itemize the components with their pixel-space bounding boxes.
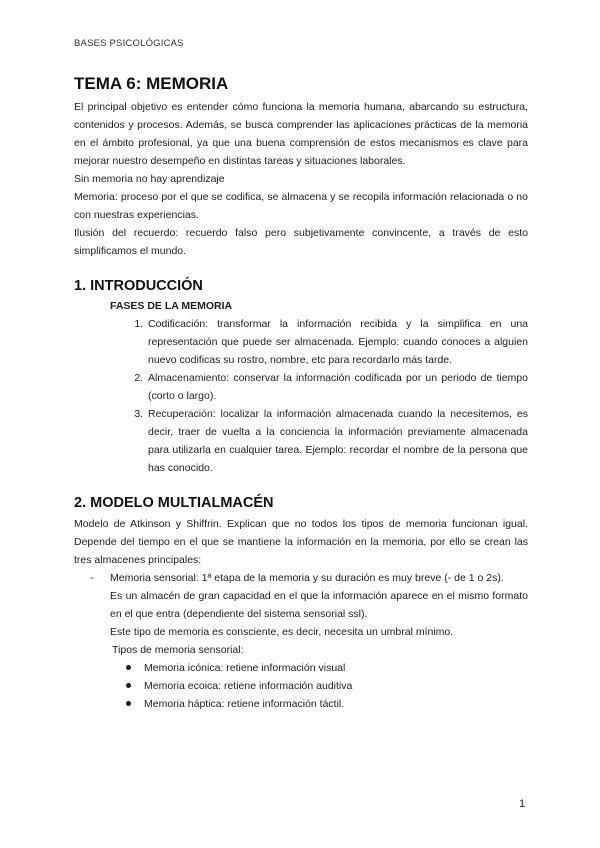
memory-definition: Memoria: proceso por el que se codifica, se almacena y se recopila información relacionada o no con nuestras experiencias. bbox=[74, 191, 528, 221]
illusion-definition: Ilusión del recuerdo: recuerdo falso pero subjetivamente convincente, a través de esto simplificamos el mundo. bbox=[74, 227, 528, 257]
list-item bbox=[144, 677, 528, 695]
bullet-icon bbox=[126, 683, 131, 688]
sensory-intro: Memoria sensorial: 1ª etapa de la memoria y su duración es muy breve (- de 1 o 2s). bbox=[110, 572, 504, 584]
bullet-icon bbox=[126, 665, 131, 670]
no-memory-line: Sin memoria no hay aprendizaje bbox=[74, 173, 225, 185]
sensory-type-iconica: Memoria icónica: retiene información visual bbox=[144, 662, 346, 674]
sensory-detail: Es un almacén de gran capacidad en el que la información aparece en el mismo formato en el que entra (dependiente del sistema sensorial ssl). bbox=[110, 590, 528, 620]
running-header: BASES PSICOLÓGICAS bbox=[74, 38, 184, 49]
page-number: 1 bbox=[519, 798, 526, 810]
sensory-type-ecoica: Memoria ecoica: retiene información auditiva bbox=[144, 680, 353, 692]
sensory-conscious: Este tipo de memoria es consciente, es decir, necesita un umbral mínimo. bbox=[110, 626, 454, 638]
subheading-fases: FASES DE LA MEMORIA bbox=[110, 300, 233, 312]
bullet-icon bbox=[126, 701, 131, 706]
multialmacen-paragraph: Modelo de Atkinson y Shiffrin. Explican que no todos los tipos de memoria funcionan igual. Depende del tiempo en el que se mantiene la información en la memoria, por ello se crean las tres almacenes principales: bbox=[74, 518, 528, 566]
phase-item: 2. Almacenamiento: conservar la información codificada por un periodo de tiempo (corto o largo). bbox=[146, 369, 528, 405]
section-heading-multialmacen: 2. MODELO MULTIALMACÉN bbox=[74, 495, 274, 511]
phase-item: 3. Recuperación: localizar la información almacenada cuando la necesitemos, es decir, traer de vuelta a la conciencia la información previamente almacenada para utilizarla en cualquier tarea. Ejemplo: recordar el nombre de la persona que has conocido. bbox=[146, 405, 528, 477]
list-item bbox=[144, 659, 528, 677]
phases-list bbox=[74, 315, 528, 477]
sensory-types-list bbox=[74, 659, 528, 713]
page-content bbox=[74, 70, 528, 713]
dash-marker: - bbox=[90, 572, 94, 584]
page-title: TEMA 6: MEMORIA bbox=[74, 74, 229, 93]
sensory-memory-item bbox=[74, 569, 528, 587]
phase-item: 1. Codificación: transformar la información recibida y la simplifica en una representación que puede ser almacenada. Ejemplo: cuando conoces a alguien nuevo codificas su rostro, nombre, etc para recordarlo más tarde. bbox=[146, 315, 528, 369]
section-heading-introduccion: 1. INTRODUCCIÓN bbox=[74, 278, 203, 294]
intro-paragraph: El principal objetivo es entender cómo funciona la memoria humana, abarcando su estructura, contenidos y procesos. Además, se busca comprender las aplicaciones prácticas de la memoria en el ámbito profesional, ya que una buena comprensión de estos mecanismos es clave para mejorar nuestro desempeño en distintas tareas y situaciones laborales. bbox=[74, 101, 528, 167]
sensory-type-haptica: Memoria háptica: retiene información táctil. bbox=[144, 698, 345, 710]
list-item bbox=[144, 695, 528, 713]
types-label: Tipos de memoria sensorial: bbox=[112, 644, 244, 656]
